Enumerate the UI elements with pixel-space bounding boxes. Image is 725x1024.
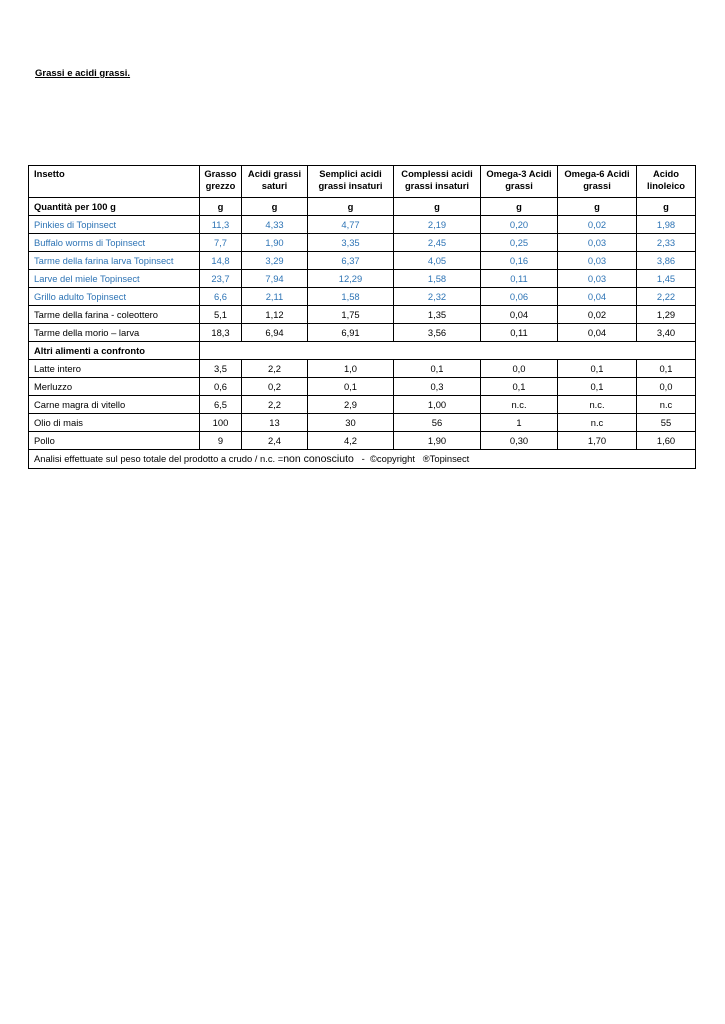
value-cell: 0,1 — [637, 360, 696, 378]
column-header: Complessi acidi grassi insaturi — [394, 166, 481, 198]
value-cell: 56 — [394, 414, 481, 432]
table-row — [29, 432, 696, 450]
value-cell: 0,1 — [558, 378, 637, 396]
header-row — [29, 166, 696, 198]
value-cell: 3,56 — [394, 324, 481, 342]
value-cell: 2,9 — [308, 396, 394, 414]
table-row — [29, 396, 696, 414]
value-cell: 4,77 — [308, 216, 394, 234]
section-label: Altri alimenti a confronto — [29, 342, 200, 360]
document-title: Grassi e acidi grassi. — [35, 68, 131, 79]
value-cell: 0,1 — [394, 360, 481, 378]
fat-acids-table — [28, 165, 696, 469]
value-cell: 1,35 — [394, 306, 481, 324]
value-cell: 0,03 — [558, 234, 637, 252]
value-cell: 3,29 — [242, 252, 308, 270]
value-cell: 1,98 — [637, 216, 696, 234]
value-cell: 23,7 — [200, 270, 242, 288]
value-cell: 2,22 — [637, 288, 696, 306]
table-row — [29, 414, 696, 432]
value-cell: 0,03 — [558, 252, 637, 270]
value-cell: 9 — [200, 432, 242, 450]
value-cell: 0,04 — [481, 306, 558, 324]
value-cell: 0,03 — [558, 270, 637, 288]
column-header: Acido linoleico — [637, 166, 696, 198]
value-cell: 6,5 — [200, 396, 242, 414]
value-cell: n.c. — [558, 396, 637, 414]
footer-note — [29, 450, 696, 469]
unit-cell: g — [637, 198, 696, 216]
quantity-row — [29, 198, 696, 216]
row-name: Tarme della farina larva Topinsect — [29, 252, 200, 270]
unit-cell: g — [394, 198, 481, 216]
table-row — [29, 288, 696, 306]
value-cell: 0,0 — [637, 378, 696, 396]
value-cell: 1,70 — [558, 432, 637, 450]
row-name: Buffalo worms di Topinsect — [29, 234, 200, 252]
value-cell: 7,7 — [200, 234, 242, 252]
value-cell: 2,11 — [242, 288, 308, 306]
value-cell: 30 — [308, 414, 394, 432]
value-cell: 3,35 — [308, 234, 394, 252]
table-body — [29, 166, 696, 469]
value-cell: 2,33 — [637, 234, 696, 252]
table-row — [29, 216, 696, 234]
value-cell: 0,1 — [308, 378, 394, 396]
footer-copyright: - ©copyright ®Topinsect — [353, 453, 470, 464]
footer-row — [29, 450, 696, 469]
value-cell: 55 — [637, 414, 696, 432]
quantity-label: Quantità per 100 g — [29, 198, 200, 216]
value-cell: 0,11 — [481, 324, 558, 342]
table-row — [29, 270, 696, 288]
value-cell: 2,19 — [394, 216, 481, 234]
value-cell: 0,0 — [481, 360, 558, 378]
column-header: Acidi grassi saturi — [242, 166, 308, 198]
value-cell: 1,75 — [308, 306, 394, 324]
row-name: Pollo — [29, 432, 200, 450]
row-name: Merluzzo — [29, 378, 200, 396]
section-spacer — [200, 342, 696, 360]
section-row — [29, 342, 696, 360]
value-cell: 0,06 — [481, 288, 558, 306]
value-cell: 14,8 — [200, 252, 242, 270]
value-cell: 6,37 — [308, 252, 394, 270]
table-row — [29, 252, 696, 270]
value-cell: 0,1 — [558, 360, 637, 378]
value-cell: 13 — [242, 414, 308, 432]
value-cell: 0,04 — [558, 288, 637, 306]
value-cell: 4,33 — [242, 216, 308, 234]
value-cell: n.c — [558, 414, 637, 432]
value-cell: 11,3 — [200, 216, 242, 234]
value-cell: 1,58 — [308, 288, 394, 306]
row-name: Pinkies di Topinsect — [29, 216, 200, 234]
value-cell: 3,5 — [200, 360, 242, 378]
value-cell: 1,58 — [394, 270, 481, 288]
footer-nc-text: non conosciuto — [283, 453, 354, 465]
row-name: Olio di mais — [29, 414, 200, 432]
column-header: Omega-3 Acidi grassi — [481, 166, 558, 198]
value-cell: 1 — [481, 414, 558, 432]
value-cell: 4,05 — [394, 252, 481, 270]
value-cell: 1,90 — [394, 432, 481, 450]
table-row — [29, 306, 696, 324]
value-cell: 1,00 — [394, 396, 481, 414]
row-name: Tarme della farina - coleottero — [29, 306, 200, 324]
value-cell: 0,3 — [394, 378, 481, 396]
value-cell: 0,1 — [481, 378, 558, 396]
value-cell: 2,2 — [242, 360, 308, 378]
value-cell: 6,94 — [242, 324, 308, 342]
value-cell: 3,40 — [637, 324, 696, 342]
value-cell: 0,02 — [558, 306, 637, 324]
value-cell: 1,60 — [637, 432, 696, 450]
value-cell: n.c. — [481, 396, 558, 414]
value-cell: 1,0 — [308, 360, 394, 378]
value-cell: 0,20 — [481, 216, 558, 234]
unit-cell: g — [308, 198, 394, 216]
value-cell: 0,02 — [558, 216, 637, 234]
value-cell: 0,04 — [558, 324, 637, 342]
value-cell: 0,6 — [200, 378, 242, 396]
value-cell: 1,90 — [242, 234, 308, 252]
footer-prefix: Analisi effettuate sul peso totale del prodotto a crudo / n.c. = — [34, 453, 284, 464]
value-cell: 12,29 — [308, 270, 394, 288]
value-cell: 2,32 — [394, 288, 481, 306]
row-name: Carne magra di vitello — [29, 396, 200, 414]
value-cell: 0,30 — [481, 432, 558, 450]
row-name: Larve del miele Topinsect — [29, 270, 200, 288]
value-cell: 2,45 — [394, 234, 481, 252]
row-name: Grillo adulto Topinsect — [29, 288, 200, 306]
value-cell: 4,2 — [308, 432, 394, 450]
value-cell: 5,1 — [200, 306, 242, 324]
value-cell: 1,12 — [242, 306, 308, 324]
value-cell: 7,94 — [242, 270, 308, 288]
value-cell: 18,3 — [200, 324, 242, 342]
value-cell: 0,16 — [481, 252, 558, 270]
value-cell: 1,45 — [637, 270, 696, 288]
value-cell: 2,4 — [242, 432, 308, 450]
unit-cell: g — [558, 198, 637, 216]
unit-cell: g — [242, 198, 308, 216]
value-cell: 0,25 — [481, 234, 558, 252]
value-cell: 1,29 — [637, 306, 696, 324]
table-row — [29, 378, 696, 396]
table-row — [29, 360, 696, 378]
row-name: Tarme della morio – larva — [29, 324, 200, 342]
value-cell: n.c — [637, 396, 696, 414]
table-row — [29, 324, 696, 342]
value-cell: 0,2 — [242, 378, 308, 396]
column-header: Semplici acidi grassi insaturi — [308, 166, 394, 198]
value-cell: 3,86 — [637, 252, 696, 270]
value-cell: 6,91 — [308, 324, 394, 342]
value-cell: 6,6 — [200, 288, 242, 306]
column-header: Grasso grezzo — [200, 166, 242, 198]
value-cell: 2,2 — [242, 396, 308, 414]
row-name: Latte intero — [29, 360, 200, 378]
table-row — [29, 234, 696, 252]
value-cell: 100 — [200, 414, 242, 432]
value-cell: 0,11 — [481, 270, 558, 288]
column-header: Omega-6 Acidi grassi — [558, 166, 637, 198]
unit-cell: g — [481, 198, 558, 216]
unit-cell: g — [200, 198, 242, 216]
column-header: Insetto — [29, 166, 200, 198]
